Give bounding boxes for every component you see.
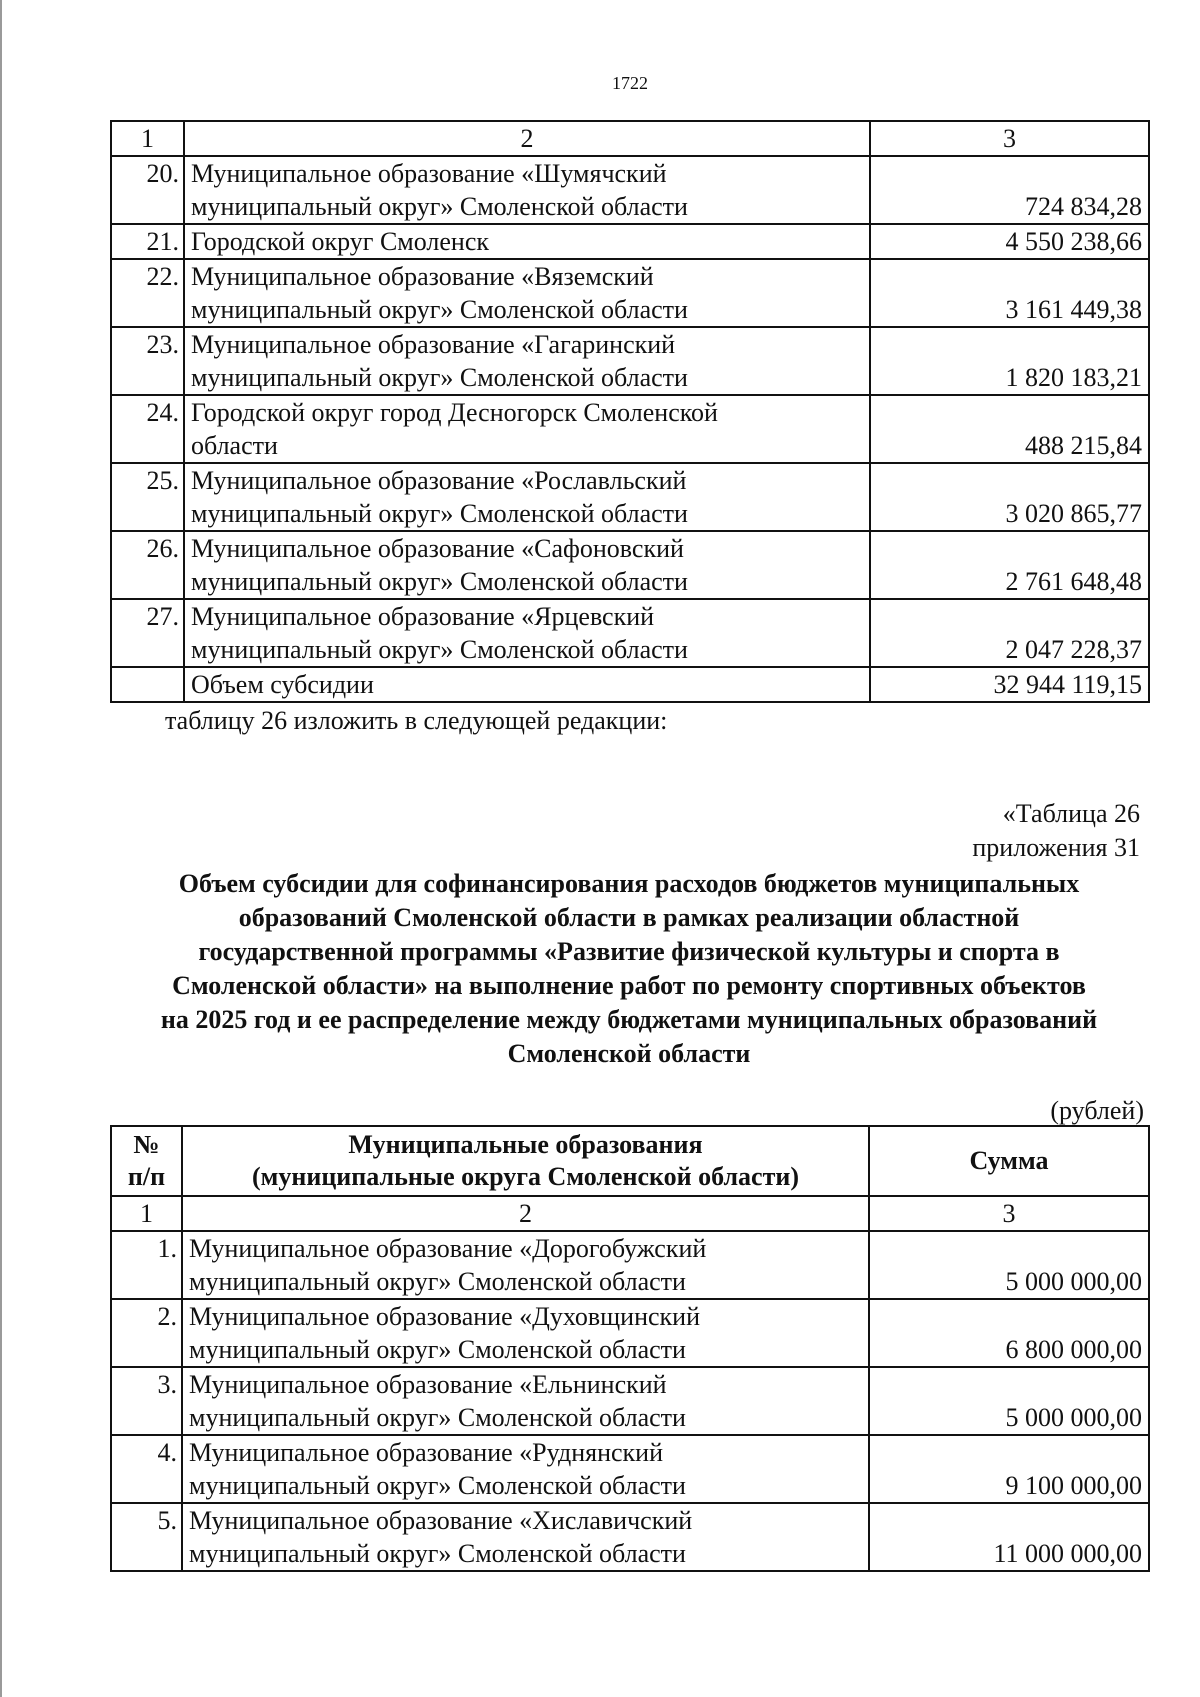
municipality-name xyxy=(182,1435,869,1503)
table-row xyxy=(111,259,1149,327)
name-line-2: муниципальный округ» Смоленской области xyxy=(191,567,688,596)
row-number: 20. xyxy=(111,156,184,224)
column-number-2: 2 xyxy=(182,1196,869,1231)
subsidy-amount: 2 761 648,48 xyxy=(870,531,1149,599)
title-line: на 2025 год и ее распределение между бюджетами муниципальных образований xyxy=(160,1005,1098,1034)
municipality-name xyxy=(184,599,870,667)
header-number-line-2: п/п xyxy=(127,1162,166,1191)
subsidy-amount: 3 161 449,38 xyxy=(870,259,1149,327)
row-number: 1. xyxy=(111,1231,182,1299)
header-municipality-line-1: Муниципальные образования xyxy=(348,1130,703,1159)
municipality-name xyxy=(184,259,870,327)
subsidy-amount: 6 800 000,00 xyxy=(869,1299,1149,1367)
municipality-name xyxy=(184,531,870,599)
name-line-1: Городской округ Смоленск xyxy=(191,227,489,256)
table-row xyxy=(111,1435,1149,1503)
subsidy-amount: 488 215,84 xyxy=(870,395,1149,463)
row-number: 27. xyxy=(111,599,184,667)
table-row xyxy=(111,599,1149,667)
subsidy-table-continued xyxy=(110,120,1150,703)
scan-edge-line xyxy=(0,0,2,1697)
row-number: 5. xyxy=(111,1503,182,1571)
row-number: 4. xyxy=(111,1435,182,1503)
title-line: образований Смоленской области в рамках реализации областной xyxy=(238,903,1020,932)
column-number-2: 2 xyxy=(184,121,870,156)
row-number: 2. xyxy=(111,1299,182,1367)
table-row xyxy=(111,395,1149,463)
column-number-row xyxy=(111,1196,1149,1231)
municipality-name xyxy=(184,327,870,395)
name-line-1: Муниципальное образование «Руднянский xyxy=(189,1438,663,1467)
column-number-3: 3 xyxy=(870,121,1149,156)
column-number-row xyxy=(111,121,1149,156)
row-number: 24. xyxy=(111,395,184,463)
appendix-ref-line-2: приложения 31 xyxy=(972,833,1140,862)
name-line-1: Муниципальное образование «Шумячский xyxy=(191,159,667,188)
intro-text: таблицу 26 изложить в следующей редакции: xyxy=(165,706,668,735)
title-line: государственной программы «Развитие физической культуры и спорта в xyxy=(198,937,1060,966)
header-row xyxy=(111,1126,1149,1196)
header-municipality-line-2: (муниципальные округа Смоленской области) xyxy=(251,1162,799,1191)
header-number xyxy=(111,1126,182,1196)
subsidy-amount: 5 000 000,00 xyxy=(869,1367,1149,1435)
name-line-2: муниципальный округ» Смоленской области xyxy=(189,1335,686,1364)
appendix-ref-line-1: «Таблица 26 xyxy=(1002,799,1140,828)
name-line-1: Муниципальное образование «Рославльский xyxy=(191,466,687,495)
table-title xyxy=(105,867,1153,1071)
name-line-2: муниципальный округ» Смоленской области xyxy=(189,1267,686,1296)
subsidy-amount: 9 100 000,00 xyxy=(869,1435,1149,1503)
name-line-2: области xyxy=(191,431,278,460)
subsidy-amount: 724 834,28 xyxy=(870,156,1149,224)
row-number: 3. xyxy=(111,1367,182,1435)
name-line-1: Муниципальное образование «Хиславичский xyxy=(189,1506,693,1535)
row-number: 22. xyxy=(111,259,184,327)
table-row xyxy=(111,531,1149,599)
name-line-2: муниципальный округ» Смоленской области xyxy=(189,1403,686,1432)
name-line-1: Городской округ город Десногорск Смоленской xyxy=(191,398,718,427)
table-row xyxy=(111,224,1149,259)
header-number-line-1: № xyxy=(133,1130,160,1159)
name-line-2: муниципальный округ» Смоленской области xyxy=(189,1539,686,1568)
subsidy-amount: 3 020 865,77 xyxy=(870,463,1149,531)
table-row xyxy=(111,463,1149,531)
name-line-1: Муниципальное образование «Ельнинский xyxy=(189,1370,667,1399)
column-number-1: 1 xyxy=(111,1196,182,1231)
name-line-1: Муниципальное образование «Гагаринский xyxy=(191,330,676,359)
table-row xyxy=(111,1367,1149,1435)
table-row xyxy=(111,1299,1149,1367)
title-line: Объем субсидии для софинансирования расходов бюджетов муниципальных xyxy=(178,869,1080,898)
municipality-name xyxy=(184,463,870,531)
name-line-1: Муниципальное образование «Вяземский xyxy=(191,262,654,291)
subsidy-amount: 5 000 000,00 xyxy=(869,1231,1149,1299)
name-line-1: Муниципальное образование «Духовщинский xyxy=(189,1302,701,1331)
header-municipality xyxy=(182,1126,869,1196)
subsidy-amount: 4 550 238,66 xyxy=(870,224,1149,259)
municipality-name xyxy=(182,1231,869,1299)
name-line-2: муниципальный округ» Смоленской области xyxy=(191,295,688,324)
subsidy-table-26 xyxy=(110,1125,1150,1572)
name-line-2: муниципальный округ» Смоленской области xyxy=(191,192,688,221)
title-line: Смоленской области xyxy=(507,1039,751,1068)
municipality-name xyxy=(182,1299,869,1367)
subsidy-amount: 1 820 183,21 xyxy=(870,327,1149,395)
municipality-name xyxy=(182,1367,869,1435)
total-row xyxy=(111,667,1149,702)
municipality-name xyxy=(184,224,870,259)
name-line-2: муниципальный округ» Смоленской области xyxy=(191,635,688,664)
page-number: 1722 xyxy=(612,73,648,93)
subsidy-amount: 2 047 228,37 xyxy=(870,599,1149,667)
unit-label: (рублей) xyxy=(1050,1096,1144,1125)
subsidy-amount: 11 000 000,00 xyxy=(869,1503,1149,1571)
name-line-2: муниципальный округ» Смоленской области xyxy=(191,499,688,528)
table-row xyxy=(111,327,1149,395)
row-number-empty xyxy=(111,667,184,702)
municipality-name xyxy=(184,156,870,224)
row-number: 26. xyxy=(111,531,184,599)
row-number: 25. xyxy=(111,463,184,531)
header-sum: Сумма xyxy=(869,1126,1149,1196)
table-row xyxy=(111,1503,1149,1571)
table-row xyxy=(111,156,1149,224)
appendix-reference xyxy=(972,797,1140,865)
name-line-2: муниципальный округ» Смоленской области xyxy=(191,363,688,392)
municipality-name xyxy=(184,395,870,463)
municipality-name xyxy=(182,1503,869,1571)
name-line-1: Муниципальное образование «Сафоновский xyxy=(191,534,684,563)
total-amount: 32 944 119,15 xyxy=(870,667,1149,702)
row-number: 23. xyxy=(111,327,184,395)
name-line-2: муниципальный округ» Смоленской области xyxy=(189,1471,686,1500)
title-line: Смоленской области» на выполнение работ по ремонту спортивных объектов xyxy=(172,971,1086,1000)
name-line-1: Муниципальное образование «Ярцевский xyxy=(191,602,655,631)
row-number: 21. xyxy=(111,224,184,259)
name-line-1: Муниципальное образование «Дорогобужский xyxy=(189,1234,707,1263)
table-row xyxy=(111,1231,1149,1299)
column-number-1: 1 xyxy=(111,121,184,156)
total-label: Объем субсидии xyxy=(184,667,870,702)
column-number-3: 3 xyxy=(869,1196,1149,1231)
